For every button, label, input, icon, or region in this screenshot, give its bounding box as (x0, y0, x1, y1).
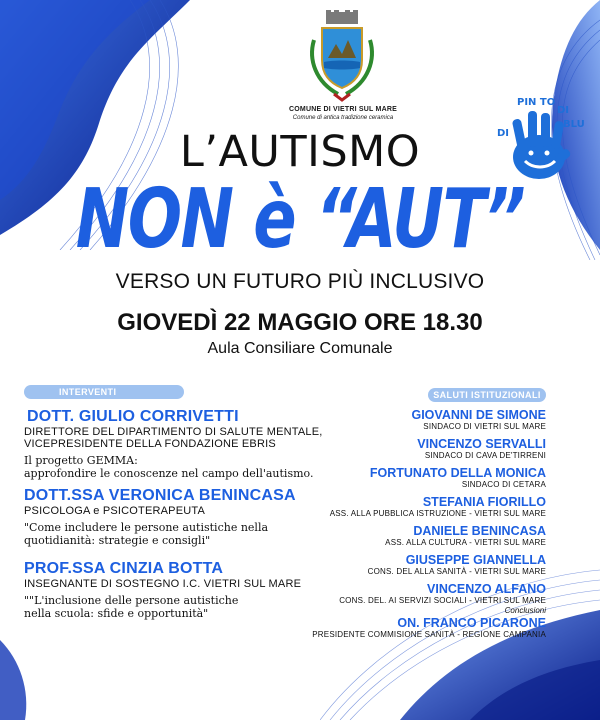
speaker-name: DOTT.SSA VERONICA BENINCASA (24, 487, 296, 504)
speaker-role: PSICOLOGA e PSICOTERAPEUTA (24, 505, 206, 517)
logo-word: DI (497, 128, 510, 139)
section-label-saluti: SALUTI ISTITUZIONALI (428, 388, 546, 402)
saluti-name: VINCENZO SERVALLI (417, 437, 546, 451)
saluti-name: GIOVANNI DE SIMONE (411, 408, 546, 422)
speaker-role: VICEPRESIDENTE DELLA FONDAZIONE EBRIS (24, 438, 276, 450)
saluti-name: FORTUNATO DELLA MONICA (369, 466, 546, 480)
comune-tagline: Comune di antica tradizione ceramica (292, 115, 394, 121)
blue-wave-decoration-bottom-left (0, 640, 40, 720)
topic-line: approfondire le conoscenze nel campo dell'autismo. (24, 467, 314, 480)
topic-line: "Come includere le persone autistiche nella (24, 521, 269, 534)
conclusioni-label: Conclusioni (504, 606, 546, 615)
saluti-role: ASS. ALLA PUBBLICA ISTRUZIONE - VIETRI SUL MARE (329, 509, 546, 518)
topic-line: quotidianità: strategie e consigli" (24, 534, 211, 547)
saluti-name: GIUSEPPE GIANNELLA (405, 553, 546, 567)
title-line-2: NON è “AUT” (75, 172, 525, 267)
saluti-name: DANIELE BENINCASA (413, 524, 546, 538)
saluti-role: CONS. DEL ALLA SANITÀ - VIETRI SUL MARE (367, 567, 546, 576)
speaker-role: DIRETTORE DEL DIPARTIMENTO DI SALUTE MENTALE, (24, 426, 323, 438)
topic-line: ""L'inclusione delle persone autistiche (24, 594, 239, 607)
saluti-name: VINCENZO ALFANO (427, 582, 546, 596)
saluti-role: SINDACO DI CETARA (461, 480, 546, 489)
saluti-role: ASS. ALLA CULTURA - VIETRI SUL MARE (385, 538, 546, 547)
logo-word: PIN TO (517, 97, 556, 108)
logo-word: BLU (563, 119, 585, 130)
event-venue: Aula Consiliare Comunale (207, 340, 393, 357)
comune-name: COMUNE DI VIETRI SUL MARE (289, 106, 397, 113)
logo-word: DI (557, 105, 570, 116)
saluti-role: SINDACO DI VIETRI SUL MARE (423, 422, 546, 431)
speaker-name: PROF.SSA CINZIA BOTTA (24, 560, 224, 577)
section-label-interventi: INTERVENTI (24, 385, 184, 399)
closing-speaker-name: ON. FRANCO PICARONE (397, 616, 546, 630)
topic-line: Il progetto GEMMA: (24, 454, 138, 467)
speaker-name: DOTT. GIULIO CORRIVETTI (27, 408, 239, 425)
saluti-list (246, 408, 546, 645)
event-subtitle: VERSO UN FUTURO PIÙ INCLUSIVO (115, 270, 485, 293)
topic-line: nella scuola: sfide e opportunità" (24, 607, 209, 620)
saluti-role: SINDACO DI CAVA DE'TIRRENI (424, 451, 546, 460)
coat-of-arms-emblem (300, 10, 384, 106)
saluti-name: STEFANIA FIORILLO (422, 495, 546, 509)
closing-speaker-role: PRESIDENTE COMMISIONE SANITÀ - REGIONE CAMPANIA (312, 630, 546, 639)
speaker-role: INSEGNANTE DI SOSTEGNO I.C. VIETRI SUL MARE (24, 578, 302, 590)
saluti-role: CONS. DEL. AI SERVIZI SOCIALI - VIETRI SUL MARE (339, 596, 546, 605)
event-date: GIOVEDÌ 22 MAGGIO ORE 18.30 (117, 309, 483, 336)
title-line-1: L’AUTISMO (179, 127, 421, 177)
